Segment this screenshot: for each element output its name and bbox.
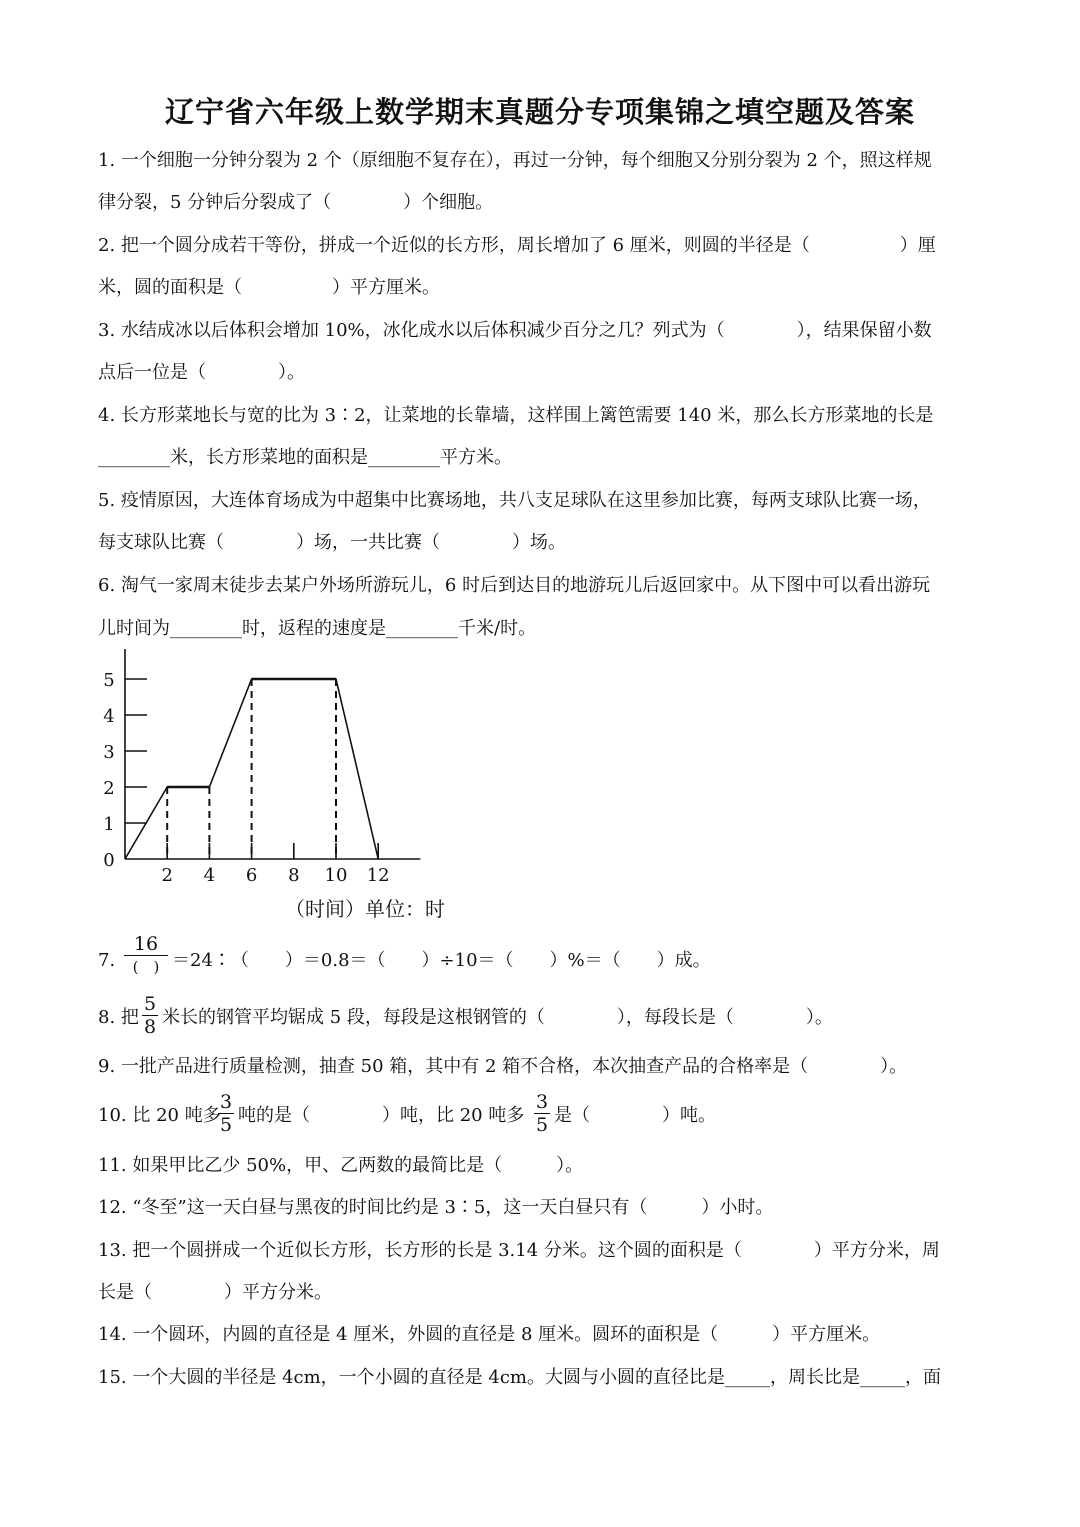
y-tick-label: 1: [103, 814, 115, 835]
question-10-prefix: 10. 比 20 吨多: [98, 1105, 221, 1126]
question-8-prefix: 8. 把: [98, 1007, 139, 1028]
question-text: ，周长比是: [770, 1367, 860, 1388]
x-axis-label: （时间）单位：时: [285, 897, 445, 921]
fraction-numerator: 16: [133, 933, 159, 955]
question-12: 12. “冬至”这一天白昼与黑夜的时间比约是 3∶5，这一天白昼只有（ ）小时。: [98, 1197, 774, 1218]
y-tick-label: 3: [103, 742, 115, 763]
fraction-numerator: 3: [219, 1091, 233, 1113]
fraction-denominator: ( ): [124, 955, 168, 978]
question-9: 9. 一批产品进行质量检测，抽查 50 箱，其中有 2 箱不合格，本次抽查产品的合格率是（ ）。: [98, 1056, 908, 1077]
question-10-fraction-2: [534, 1091, 550, 1136]
question-text: 儿时间为: [98, 618, 170, 639]
answer-blank: ________: [98, 447, 170, 468]
question-text: 米，长方形菜地的面积是: [170, 447, 368, 468]
fraction-denominator: 8: [143, 1016, 157, 1038]
question-text: 平方米。: [440, 447, 512, 468]
x-tick-label: 4: [203, 865, 216, 886]
answer-blank: ________: [386, 618, 458, 639]
question-2-line-2: 米，圆的面积是（ ）平方厘米。: [98, 277, 440, 298]
question-text: 时，返程的速度是: [242, 618, 386, 639]
y-tick-label: 2: [103, 778, 115, 799]
question-4-line-2: [98, 447, 512, 469]
fraction-denominator: 5: [535, 1114, 549, 1136]
question-5-line-2: 每支球队比赛（ ）场，一共比赛（ ）场。: [98, 532, 566, 553]
page-title: 辽宁省六年级上数学期末真题分专项集锦之填空题及答案: [164, 95, 915, 129]
answer-blank: ________: [368, 447, 440, 468]
y-tick-label: 4: [103, 706, 115, 727]
y-tick-label: 0: [103, 850, 115, 871]
question-8-text: 米长的钢管平均锯成 5 段，每段是这根钢管的（ ），每段长是（ ）。: [162, 1007, 833, 1028]
question-10-middle: 吨的是（ ）吨，比 20 吨多: [238, 1105, 525, 1126]
x-tick-label: 6: [245, 865, 258, 886]
y-tick-label: 5: [103, 670, 115, 691]
x-tick-label: 12: [366, 865, 390, 886]
question-7-fraction: [124, 933, 168, 978]
question-4-line-1: 4. 长方形菜地长与宽的比为 3∶2，让菜地的长靠墙，这样围上篱笆需要 140 米，那么长方形菜地的长是: [98, 405, 934, 426]
question-2-line-1: 2. 把一个圆分成若干等份，拼成一个近似的长方形，周长增加了 6 厘米，则圆的半径是（ ）厘: [98, 235, 936, 256]
question-7-prefix: 7.: [98, 950, 116, 971]
question-3-line-2: 点后一位是（ ）。: [98, 362, 305, 383]
question-3-line-1: 3. 水结成冰以后体积会增加 10%，冰化成水以后体积减少百分之几？列式为（ ），结果保留小数: [98, 320, 932, 341]
x-tick-label: 10: [324, 865, 348, 886]
answer-blank: _____: [860, 1367, 905, 1388]
question-6-line-2: [98, 618, 536, 640]
question-text: ，面: [905, 1367, 941, 1388]
fraction-numerator: 5: [143, 993, 157, 1015]
question-14: 14. 一个圆环，内圆的直径是 4 厘米，外圆的直径是 8 厘米。圆环的面积是（ ）平方厘米。: [98, 1324, 881, 1345]
x-tick-label: 2: [161, 865, 173, 886]
question-text: 15. 一个大圆的半径是 4cm，一个小圆的直径是 4cm。大圆与小圆的直径比是: [98, 1367, 725, 1388]
question-10-fraction-1: [218, 1091, 234, 1136]
question-5-line-1: 5. 疫情原因，大连体育场成为中超集中比赛场地，共八支足球队在这里参加比赛，每两支球队比赛一场，: [98, 490, 931, 511]
fraction-denominator: 5: [219, 1114, 233, 1136]
fraction-numerator: 3: [535, 1091, 549, 1113]
question-8-fraction: [142, 993, 158, 1038]
question-6-line-1: 6. 淘气一家周末徒步去某户外场所游玩儿，6 时后到达目的地游玩儿后返回家中。从下图中可以看出游玩: [98, 575, 931, 596]
distance-time-chart: [95, 645, 435, 890]
question-1-line-2: 律分裂，5 分钟后分裂成了（ ）个细胞。: [98, 192, 494, 213]
question-13-line-1: 13. 把一个圆拼成一个近似长方形，长方形的长是 3.14 分米。这个圆的面积是（ ）平方分米，周: [98, 1240, 940, 1261]
question-15-line-1: [98, 1367, 941, 1389]
question-10-rest: 是（ ）吨。: [554, 1105, 716, 1126]
question-text: 千米/时。: [458, 618, 537, 639]
question-1-line-1: 1. 一个细胞一分钟分裂为 2 个（原细胞不复存在），再过一分钟，每个细胞又分别分裂为 2 个，照这样规: [98, 150, 932, 171]
x-tick-label: 8: [288, 865, 300, 886]
question-13-line-2: 长是（ ）平方分米。: [98, 1282, 332, 1303]
answer-blank: _____: [725, 1367, 770, 1388]
question-11: 11. 如果甲比乙少 50%，甲、乙两数的最简比是（ ）。: [98, 1155, 584, 1176]
question-7-text: ＝24∶（ ）＝0.8＝（ ）÷10＝（ ）%＝（ ）成。: [172, 950, 711, 971]
answer-blank: ________: [170, 618, 242, 639]
